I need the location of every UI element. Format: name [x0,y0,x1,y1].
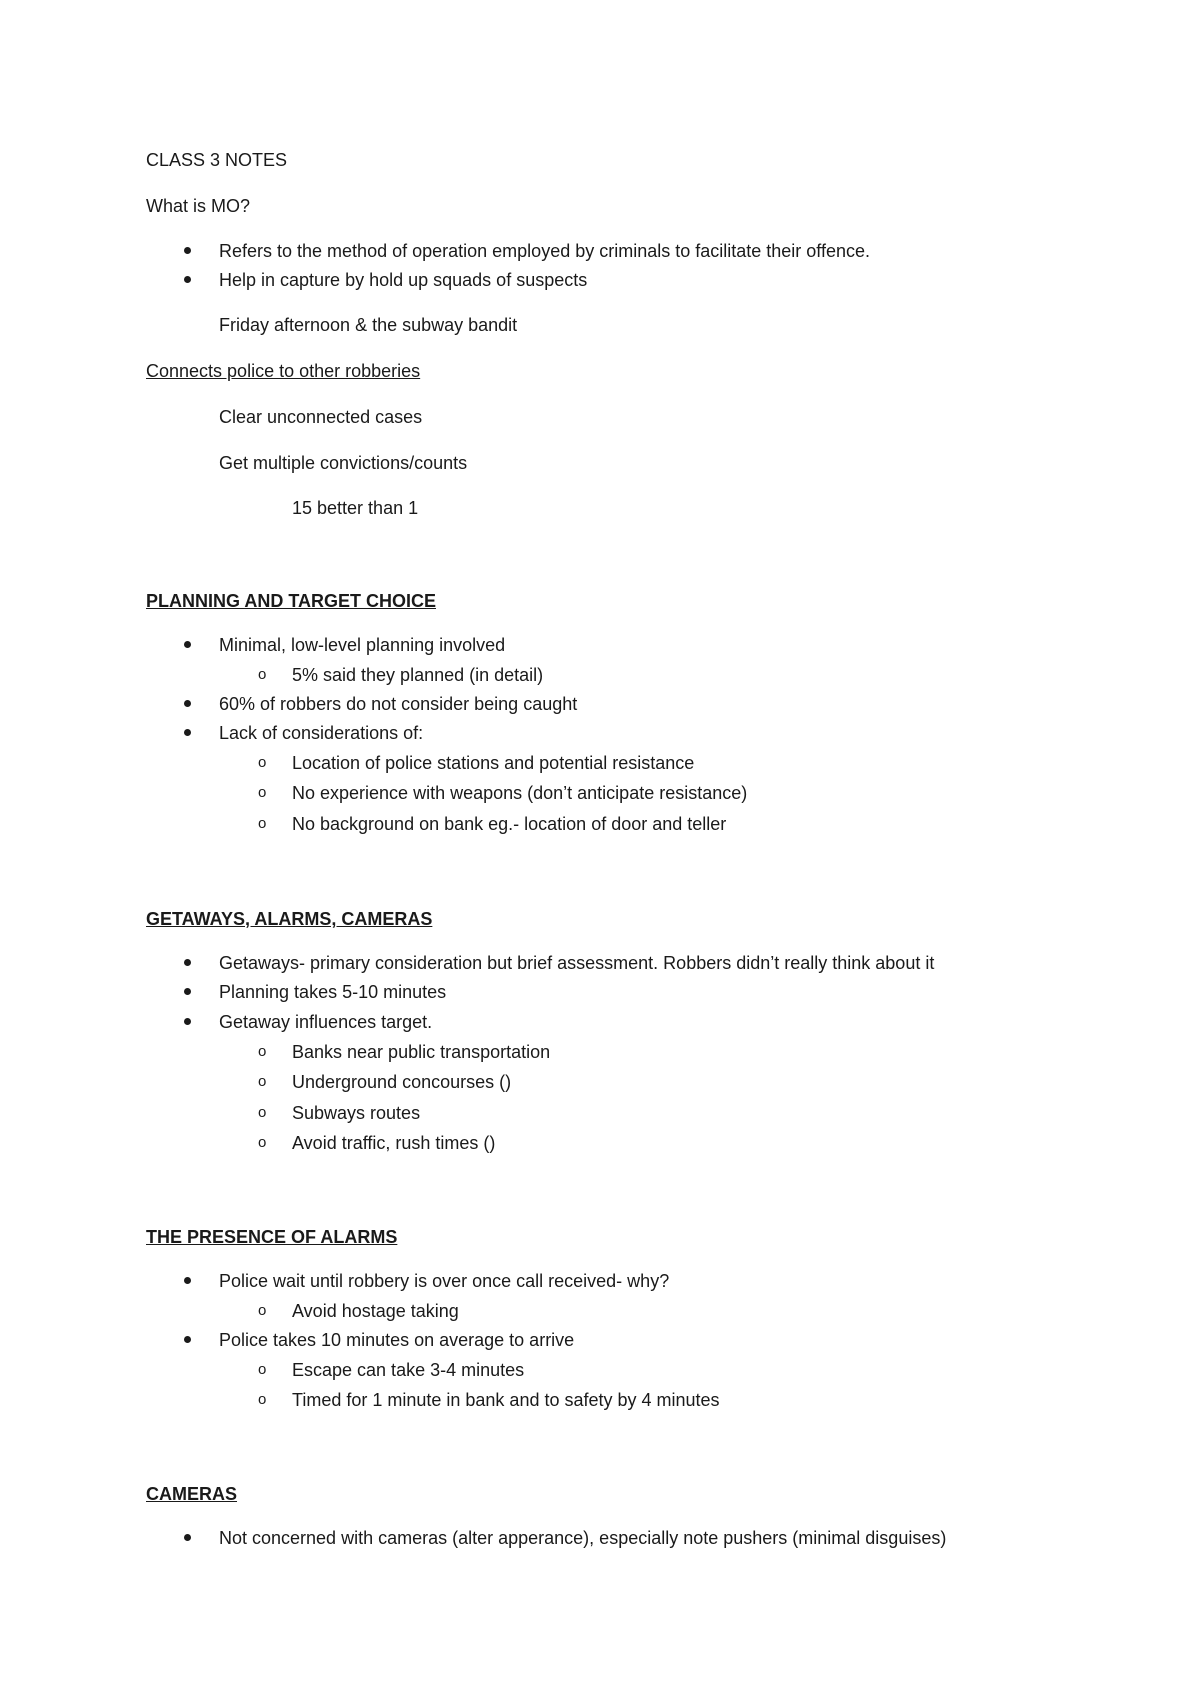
sub-bullet-icon: o [258,1073,267,1090]
getaways-sub-item: Avoid traffic, rush times () [292,1133,496,1153]
alarms-heading: THE PRESENCE OF ALARMS [146,1227,398,1247]
connects-item-1: Clear unconnected cases [219,407,423,427]
planning-bullet-2: 60% of robbers do not consider being caught [219,694,578,714]
sub-bullet-icon: o [258,1104,267,1121]
bullet-icon [184,1018,191,1025]
bullet-icon [184,1277,191,1284]
bullet-icon [184,247,191,254]
getaways-sub-item: Banks near public transportation [292,1042,551,1062]
getaways-bullet: Getaways- primary consideration but brief assessment. Robbers didn’t really think about it [219,953,935,973]
getaways-heading: GETAWAYS, ALARMS, CAMERAS [146,909,433,929]
bullet-icon [184,1336,191,1343]
getaways-bullet: Getaway influences target. [219,1012,433,1032]
bullet-icon [184,700,191,707]
sub-bullet-icon: o [258,754,267,771]
bullet-icon [184,641,191,648]
connects-heading: Connects police to other robberies [146,361,421,381]
connects-item-2: Get multiple convictions/counts [219,453,468,473]
getaways-sub-item: Underground concourses () [292,1072,512,1092]
sub-bullet-icon: o [258,1302,267,1319]
bullet-icon [184,959,191,966]
bullet-icon [184,988,191,995]
bullet-icon [184,1534,191,1541]
alarms-bullet-1: Police wait until robbery is over once call received- why? [219,1271,670,1291]
planning-sub-item: No background on bank eg.- location of door and teller [292,814,727,834]
sub-bullet-icon: o [258,1043,267,1060]
bullet-icon [184,276,191,283]
sub-bullet-icon: o [258,1134,267,1151]
sub-bullet-icon: o [258,815,267,832]
sub-bullet-icon: o [258,666,267,683]
mo-bullet-1: Refers to the method of operation employed by criminals to facilitate their offence. [219,241,871,261]
alarms-bullet-1-sub: Avoid hostage taking [292,1301,459,1321]
connects-sub-item: 15 better than 1 [292,498,419,518]
sub-bullet-icon: o [258,1391,267,1408]
planning-bullet-1-sub: 5% said they planned (in detail) [292,665,544,685]
getaways-bullet: Planning takes 5-10 minutes [219,982,447,1002]
alarms-sub-item: Escape can take 3-4 minutes [292,1360,525,1380]
planning-heading: PLANNING AND TARGET CHOICE [146,591,436,611]
getaways-sub-item: Subways routes [292,1103,421,1123]
document-title: CLASS 3 NOTES [146,150,288,170]
mo-example: Friday afternoon & the subway bandit [219,315,518,335]
planning-sub-item: No experience with weapons (don’t anticipate resistance) [292,783,748,803]
mo-bullet-2: Help in capture by hold up squads of suspects [219,270,588,290]
mo-question: What is MO? [146,196,251,216]
sub-bullet-icon: o [258,1361,267,1378]
planning-bullet-3: Lack of considerations of: [219,723,424,743]
planning-sub-item: Location of police stations and potential resistance [292,753,695,773]
cameras-heading: CAMERAS [146,1484,238,1504]
alarms-sub-item: Timed for 1 minute in bank and to safety by 4 minutes [292,1390,720,1410]
cameras-bullet: Not concerned with cameras (alter apperance), especially note pushers (minimal disguises) [219,1528,947,1548]
sub-bullet-icon: o [258,784,267,801]
alarms-bullet-2: Police takes 10 minutes on average to arrive [219,1330,575,1350]
bullet-icon [184,729,191,736]
planning-bullet-1: Minimal, low-level planning involved [219,635,506,655]
